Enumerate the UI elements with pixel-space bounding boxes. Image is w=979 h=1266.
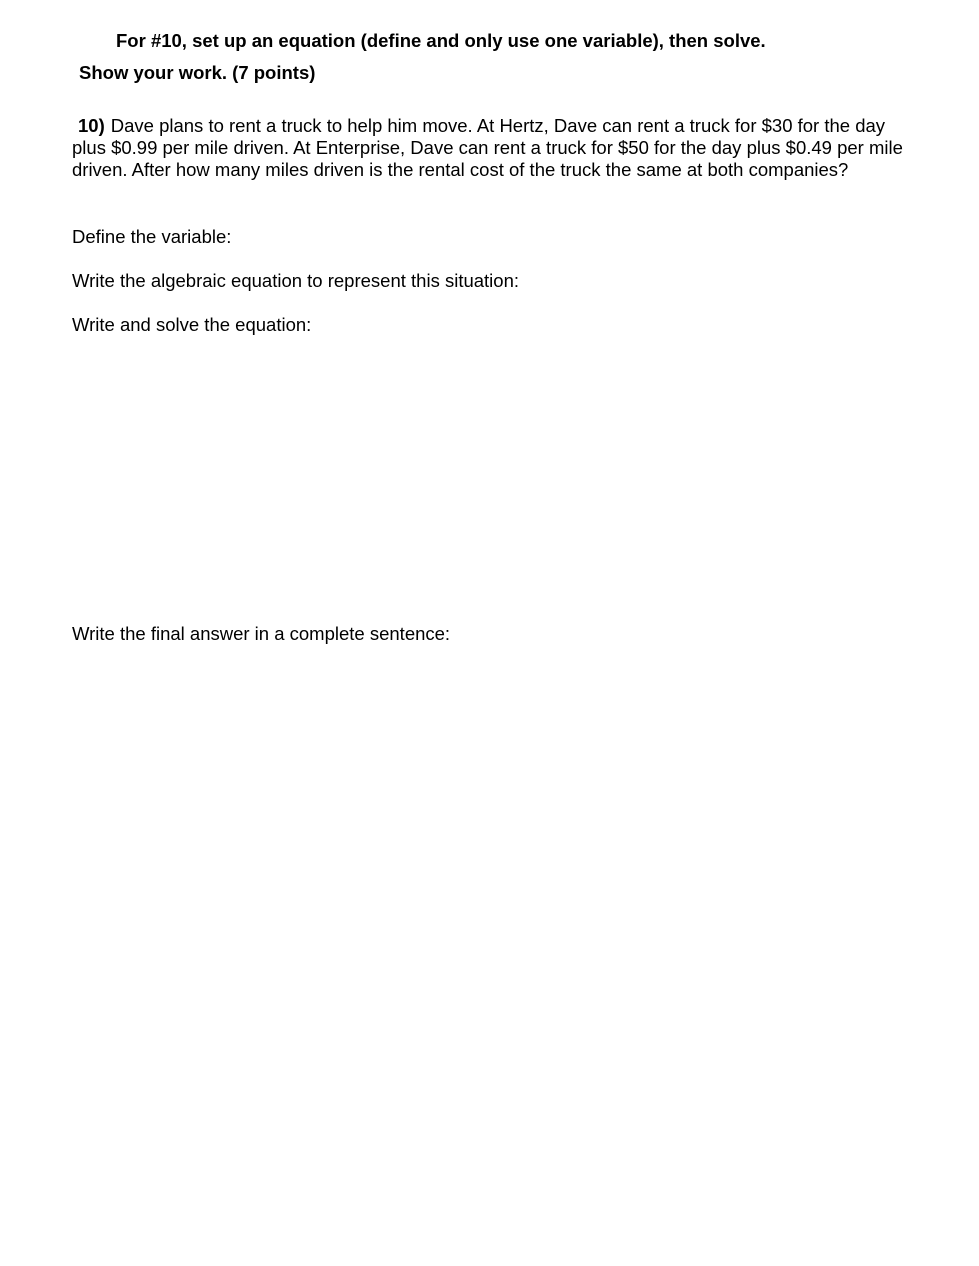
algebraic-equation-prompt: Write the algebraic equation to represent this situation:: [72, 270, 519, 291]
instructions-heading: For #10, set up an equation (define and only use one variable), then solve.: [116, 30, 766, 51]
problem-text: Dave plans to rent a truck to help him move. At Hertz, Dave can rent a truck for $30 for the day plus $0.99 per mile driven. At Enterprise, Dave can rent a truck for $50 for the day plus $0.49 per mile driven. After how many miles driven is the rental cost of the truck the same at both companies?: [72, 115, 903, 180]
write-and-solve-prompt: Write and solve the equation:: [72, 314, 312, 335]
points-note: Show your work. (7 points): [79, 62, 316, 83]
problem-number: 10): [78, 115, 105, 136]
final-answer-prompt: Write the final answer in a complete sentence:: [72, 623, 451, 644]
problem-10: [72, 115, 917, 181]
define-variable-prompt: Define the variable:: [72, 226, 232, 247]
